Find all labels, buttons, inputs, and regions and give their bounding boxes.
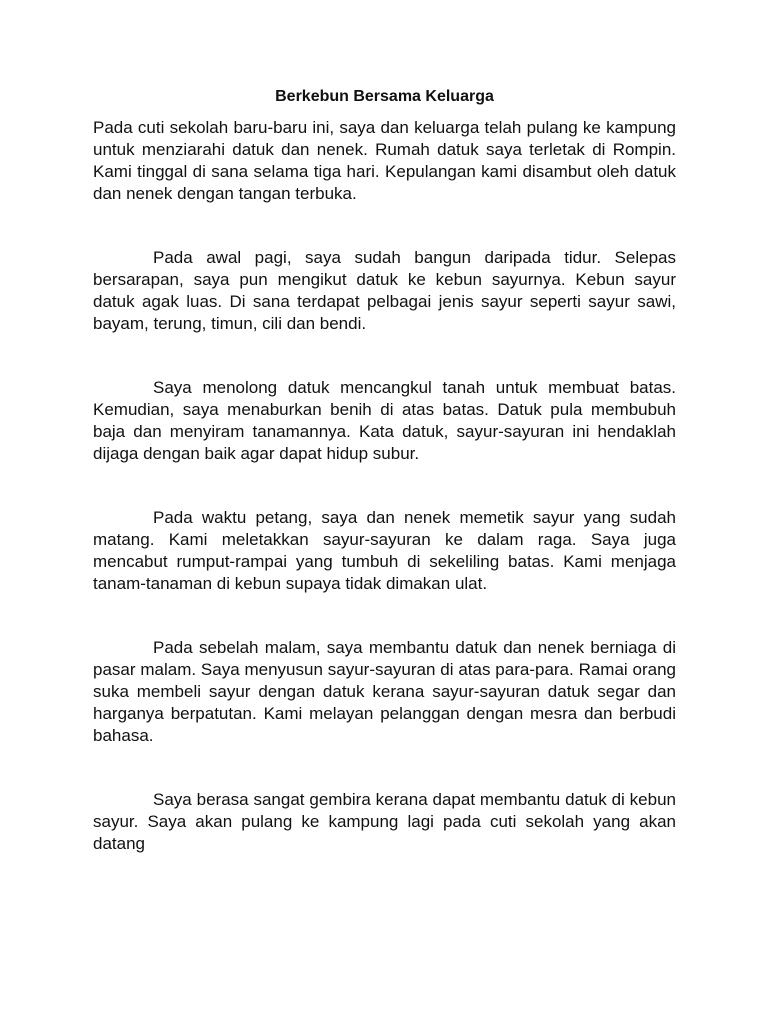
paragraph-2: Pada awal pagi, saya sudah bangun daripada tidur. Selepas bersarapan, saya pun mengikut datuk ke kebun sayurnya. Kebun sayur datuk agak luas. Di sana terdapat pelbagai jenis sayur seperti sayur sawi, bayam, terung, timun, cili dan bendi. bbox=[93, 248, 676, 333]
paragraph-4: Pada waktu petang, saya dan nenek memetik sayur yang sudah matang. Kami meletakkan sayur-sayuran ke dalam raga. Saya juga mencabut rumput-rampai yang tumbuh di sekeliling batas. Kami menjaga tanam-tanaman di kebun supaya tidak dimakan ulat. bbox=[93, 508, 676, 593]
paragraph-5: Pada sebelah malam, saya membantu datuk dan nenek berniaga di pasar malam. Saya menyusun sayur-sayuran di atas para-para. Ramai orang suka membeli sayur dengan datuk kerana sayur-sayuran datuk segar dan harganya berpatutan. Kami melayan pelanggan dengan mesra dan berbudi bahasa. bbox=[93, 638, 676, 745]
paragraph-6: Saya berasa sangat gembira kerana dapat membantu datuk di kebun sayur. Saya akan pulang ke kampung lagi pada cuti sekolah yang akan datang bbox=[93, 790, 676, 853]
paragraph-3: Saya menolong datuk mencangkul tanah untuk membuat batas. Kemudian, saya menaburkan benih di atas batas. Datuk pula membubuh baja dan menyiram tanamannya. Kata datuk, sayur-sayuran ini hendaklah dijaga dengan baik agar dapat hidup subur. bbox=[93, 378, 676, 463]
essay-body bbox=[93, 86, 676, 897]
paragraph-1: Pada cuti sekolah baru-baru ini, saya dan keluarga telah pulang ke kampung untuk menziarahi datuk dan nenek. Rumah datuk saya terletak di Rompin. Kami tinggal di sana selama tiga hari. Kepulangan kami disambut oleh datuk dan nenek dengan tangan terbuka. bbox=[93, 118, 676, 203]
essay-title: Berkebun Bersama Keluarga bbox=[275, 88, 494, 105]
